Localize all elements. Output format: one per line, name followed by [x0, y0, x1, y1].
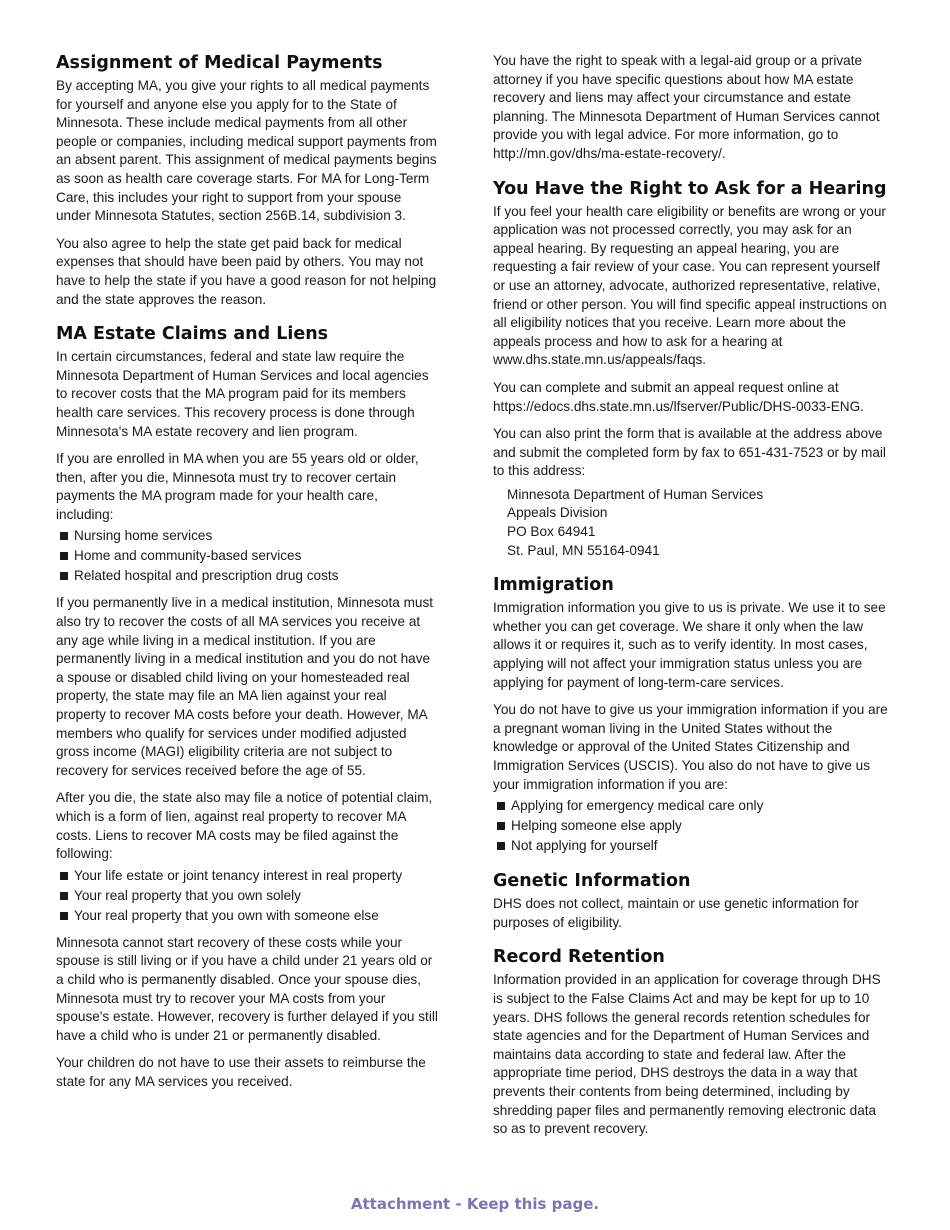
- list-item: Helping someone else apply: [497, 816, 891, 836]
- immigration-exceptions-list: [497, 796, 891, 856]
- estate-services-list: [60, 526, 438, 586]
- estate-paragraph-5: Minnesota cannot start recovery of these costs while your spouse is still living or if you have a child under 21 years old or a child who is permanently disabled. Once your spouse dies, Minnesota must try to recover your MA costs from your spouse's estate. However, recovery is further delayed if you still have a child who is under 21 or permanently disabled.: [56, 934, 438, 1043]
- estate-section: [56, 323, 438, 1091]
- estate-liens-list: [60, 866, 438, 926]
- retention-heading: Record Retention: [493, 947, 665, 968]
- assignment-paragraph-2: You also agree to help the state get paid back for medical expenses that should have been paid by others. You may not have to help the state if you have a good reason for not helping and the state approves the reason.: [56, 235, 437, 307]
- appeals-address: [507, 486, 891, 560]
- legal-aid-section: [493, 52, 891, 164]
- list-item: Applying for emergency medical care only: [497, 796, 891, 816]
- left-column: [56, 52, 438, 1106]
- assignment-paragraph-1: By accepting MA, you give your rights to all medical payments for yourself and anyone else you apply for to the State of Minnesota. These include medical payments from all other people or companies, including medical support payments from an absent parent. This assignment of medical payments begins as soon as health care coverage starts. For MA for Long-Term Care, this includes your right to support from your spouse under Minnesota Statutes, section 256B.14, subdivision 3.: [56, 78, 437, 224]
- list-item: Your life estate or joint tenancy interest in real property: [60, 866, 438, 886]
- assignment-section: [56, 52, 438, 309]
- hearing-section: [493, 178, 891, 561]
- address-line: PO Box 64941: [507, 524, 596, 540]
- immigration-paragraph-2: You do not have to give us your immigration information if you are a pregnant woman living in the United States without the knowledge or approval of the United States Citizenship and Immigration Services (USCIS). You also do not have to give us your immigration information if you are:: [493, 702, 888, 792]
- estate-paragraph-1: In certain circumstances, federal and state law require the Minnesota Department of Human Services and local agencies to recover costs that the MA program paid for its members health care services. This recovery process is done through Minnesota's MA estate recovery and lien program.: [56, 349, 429, 439]
- list-item: Not applying for yourself: [497, 836, 891, 856]
- immigration-heading: Immigration: [493, 575, 614, 596]
- estate-heading: MA Estate Claims and Liens: [56, 324, 329, 345]
- list-item: Your real property that you own with someone else: [60, 906, 438, 926]
- legal-aid-paragraph: You have the right to speak with a legal-aid group or a private attorney if you have specific questions about how MA estate recovery and liens may affect your circumstance and estate planning. The Minnesota Department of Human Services cannot provide you with legal advice. For more information, go to http://mn.gov/dhs/ma-estate-recovery/.: [493, 53, 880, 161]
- list-item: Your real property that you own solely: [60, 886, 438, 906]
- genetic-paragraph: DHS does not collect, maintain or use genetic information for purposes of eligibility.: [493, 896, 859, 930]
- attachment-footer: Attachment - Keep this page.: [350, 1195, 600, 1213]
- immigration-section: [493, 574, 891, 856]
- immigration-paragraph-1: Immigration information you give to us is private. We use it to see whether you can get coverage. We share it only when the law allows it or requires it, such as to verify identity. In most cases, applying will not affect your immigration status unless you are applying for payment of long-term-care services.: [493, 600, 886, 690]
- address-line: St. Paul, MN 55164-0941: [507, 542, 660, 558]
- list-item: Nursing home services: [60, 526, 438, 546]
- list-item: Related hospital and prescription drug costs: [60, 566, 438, 586]
- hearing-paragraph-1: If you feel your health care eligibility or benefits are wrong or your application was not processed correctly, you may ask for an appeal hearing. By requesting an appeal hearing, you are requesting a fair review of your case. You can represent yourself or use an attorney, advocate, authorized representative, relative, friend or other person. You will find specific appeal instructions on all eligibility notices that you receive. Learn more about the appeals process and how to ask for a hearing at www.dhs.state.mn.us/appeals/faqs.: [493, 203, 887, 368]
- estate-paragraph-3: If you permanently live in a medical institution, Minnesota must also try to recover the costs of all MA services you receive at any age while living in a medical institution. If you are permanently living in a medical institution and you do not have a spouse or disabled child living on your homesteaded real property, the state may file an MA lien against your real property to recover MA costs before your death. However, MA members who qualify for services under modified adjusted gross income (MAGI) eligibility criteria are not subject to recovery for services received before the age of 55.: [56, 595, 434, 778]
- hearing-heading: You Have the Right to Ask for a Hearing: [493, 178, 887, 199]
- hearing-paragraph-2: You can complete and submit an appeal request online at https://edocs.dhs.state.mn.us/lfserver/Public/DHS-0033-ENG.: [493, 379, 864, 414]
- retention-paragraph: Information provided in an application for coverage through DHS is subject to the False Claims Act and may be kept for up to 10 years. DHS follows the general records retention schedules for state agencies and for the Department of Human Services and maintains data according to state and federal law. After the appropriate time period, DHS destroys the data in a way that prevents their contents from being determined, including by shredding paper files and permanently removing electronic data so as to prevent recovery.: [493, 972, 881, 1137]
- genetic-section: [493, 870, 891, 932]
- estate-paragraph-6: Your children do not have to use their assets to reimburse the state for any MA services you received.: [56, 1055, 426, 1089]
- genetic-heading: Genetic Information: [493, 871, 691, 892]
- retention-section: [493, 946, 891, 1138]
- estate-paragraph-4: After you die, the state also may file a notice of potential claim, which is a form of lien, against real property to recover MA costs. Liens to recover MA costs may be filed against the following:: [56, 790, 433, 862]
- assignment-heading: Assignment of Medical Payments: [56, 53, 383, 73]
- list-item: Home and community-based services: [60, 546, 438, 566]
- estate-paragraph-2: If you are enrolled in MA when you are 55 years old or older, then, after you die, Minnesota must try to recover certain payments the MA program made for your health care, including:: [56, 451, 419, 522]
- address-line: Appeals Division: [507, 505, 608, 521]
- hearing-paragraph-3: You can also print the form that is available at the address above and submit the completed form by fax to 651-431-7523 or by mail to this address:: [493, 426, 886, 479]
- right-column: [493, 52, 891, 1153]
- address-line: Minnesota Department of Human Services: [507, 486, 764, 502]
